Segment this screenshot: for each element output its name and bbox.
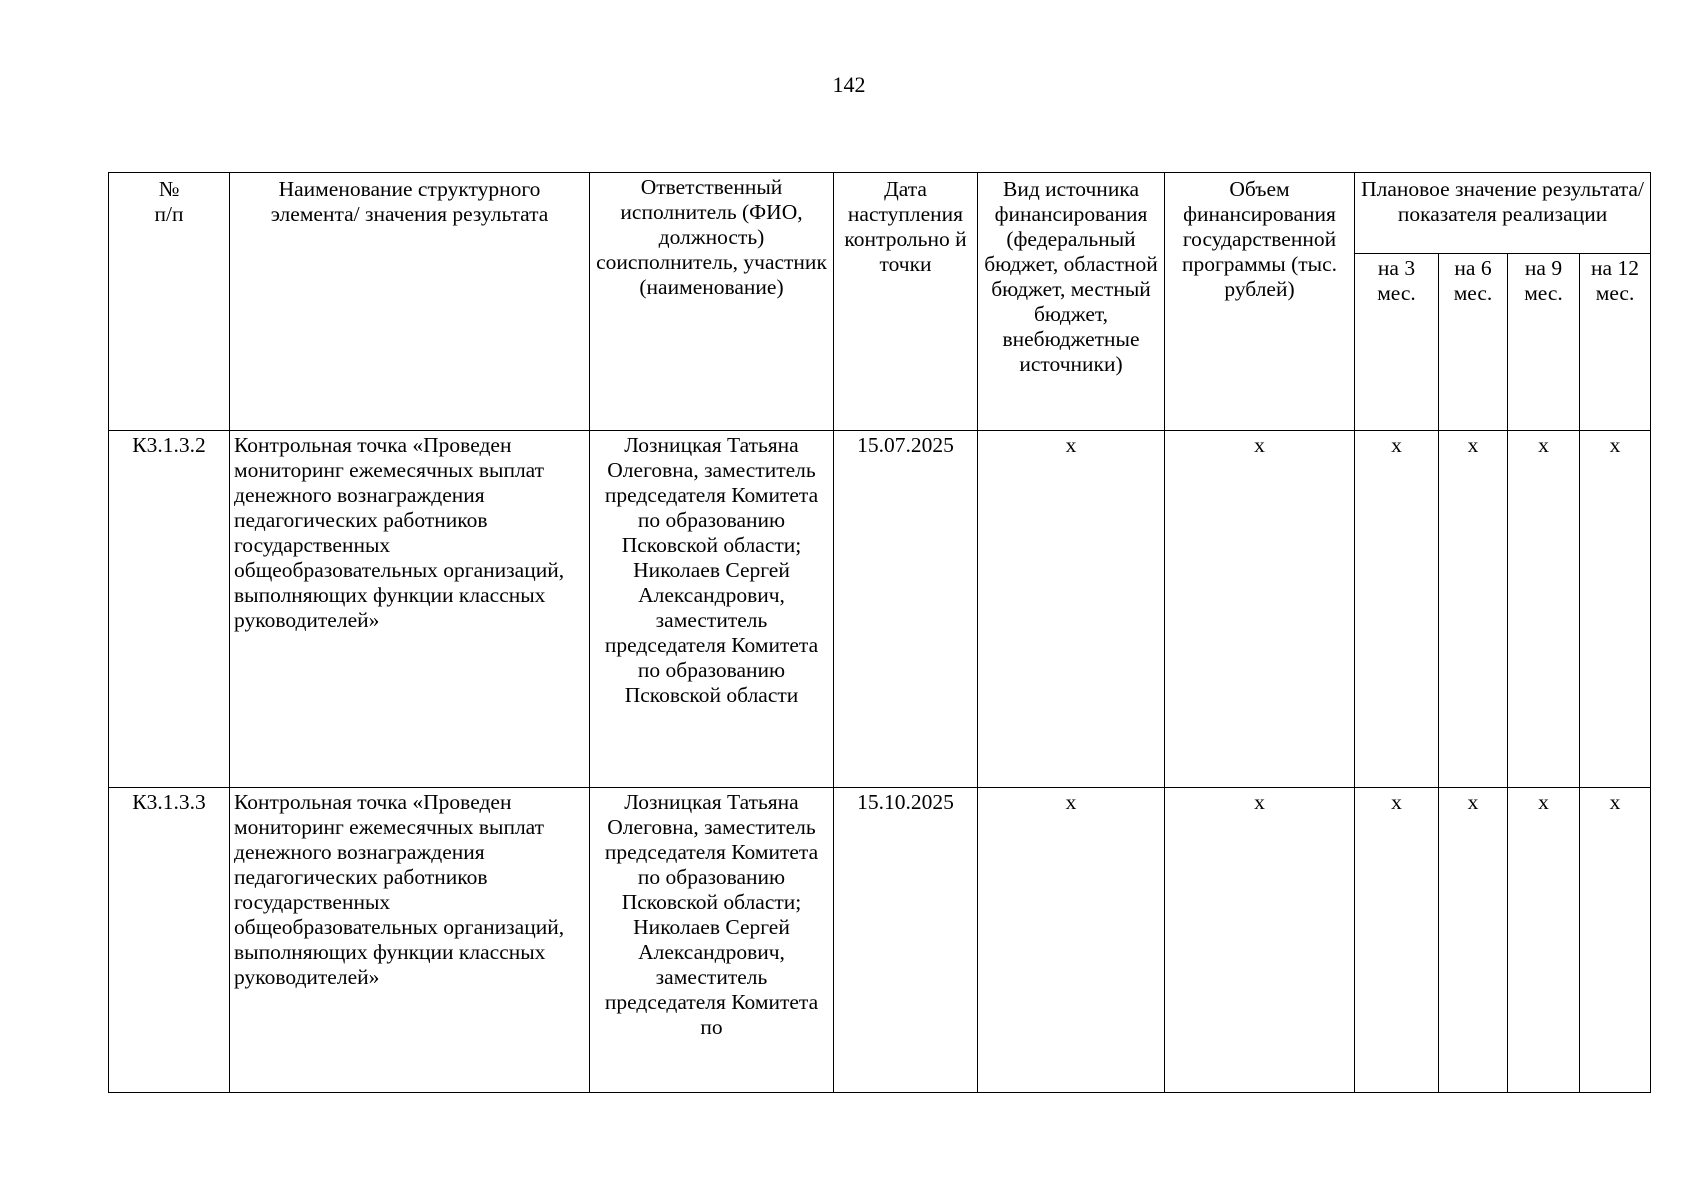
page-number: 142 <box>832 72 866 97</box>
table-row <box>109 431 1651 788</box>
row-q9: х <box>1508 788 1580 1093</box>
header-source: Вид источника финансирования (федеральный бюджет, областной бюджет, местный бюджет, внебюджетные источники) <box>978 173 1165 431</box>
header-q6: на 6 мес. <box>1439 254 1508 431</box>
header-responsible: Ответственный исполнитель (ФИО, должность) соисполнитель, участник (наименование) <box>590 173 834 431</box>
header-date: Дата наступления контрольно й точки <box>834 173 978 431</box>
header-planned-value: Плановое значение результата/показателя реализации <box>1355 173 1651 254</box>
row-volume: х <box>1165 431 1355 788</box>
row-number: К3.1.3.2 <box>109 431 230 788</box>
row-source: х <box>978 788 1165 1093</box>
row-q12: х <box>1580 431 1651 788</box>
header-q3: на 3 мес. <box>1355 254 1439 431</box>
row-date: 15.07.2025 <box>834 431 978 788</box>
row-name: Контрольная точка «Проведен мониторинг ежемесячных выплат денежного вознаграждения педагогических работников государственных общеобразовательных организаций, выполняющих функции классных руководителей» <box>230 788 590 1093</box>
row-name: Контрольная точка «Проведен мониторинг ежемесячных выплат денежного вознаграждения педагогических работников государственных общеобразовательных организаций, выполняющих функции классных руководителей» <box>230 431 590 788</box>
control-points-table <box>108 172 1651 1093</box>
header-row <box>109 173 1651 254</box>
row-q12: х <box>1580 788 1651 1093</box>
row-volume: х <box>1165 788 1355 1093</box>
row-q9: х <box>1508 431 1580 788</box>
row-number: К3.1.3.3 <box>109 788 230 1093</box>
header-q12: на 12 мес. <box>1580 254 1651 431</box>
row-responsible: Лозницкая Татьяна Олеговна, заместитель председателя Комитета по образованию Псковской области; Николаев Сергей Александрович, заместитель председателя Комитета по <box>590 788 834 1093</box>
row-date: 15.10.2025 <box>834 788 978 1093</box>
row-q3: х <box>1355 788 1439 1093</box>
table-row <box>109 788 1651 1093</box>
row-q6: х <box>1439 431 1508 788</box>
header-number: № п/п <box>109 173 230 431</box>
row-q6: х <box>1439 788 1508 1093</box>
header-q9: на 9 мес. <box>1508 254 1580 431</box>
row-source: х <box>978 431 1165 788</box>
header-volume: Объем финансирования государственной программы (тыс. рублей) <box>1165 173 1355 431</box>
row-q3: х <box>1355 431 1439 788</box>
row-responsible: Лозницкая Татьяна Олеговна, заместитель председателя Комитета по образованию Псковской области; Николаев Сергей Александрович, заместитель председателя Комитета по образованию Псковской области <box>590 431 834 788</box>
header-name: Наименование структурного элемента/ значения результата <box>230 173 590 431</box>
